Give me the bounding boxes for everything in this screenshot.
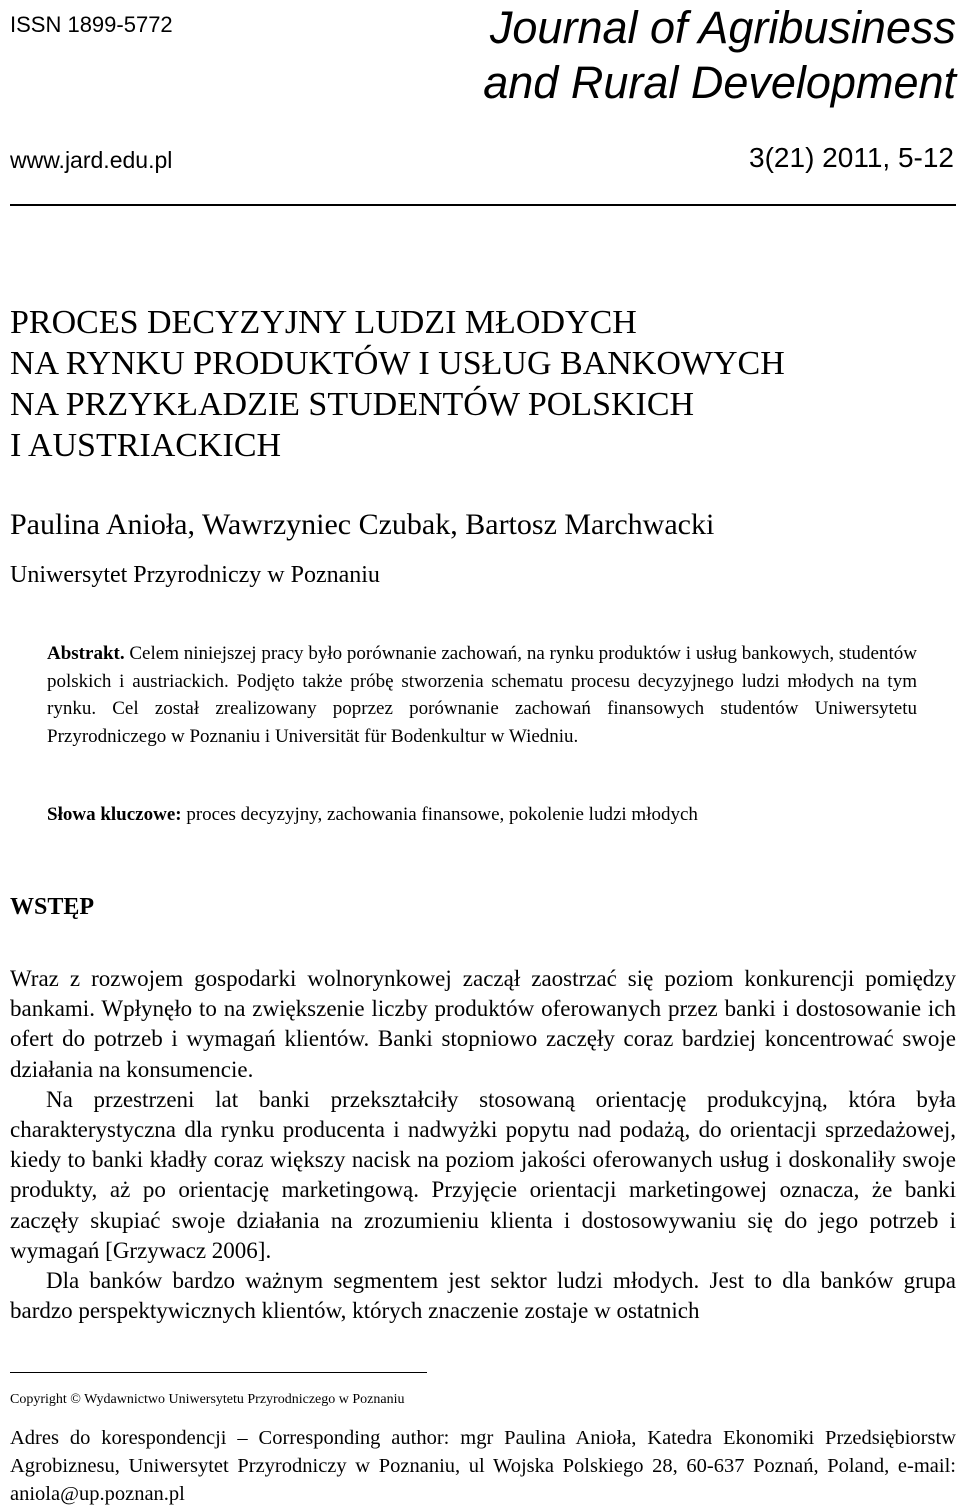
abstract xyxy=(47,640,917,750)
issue-pages: 3(21) 2011, 5-12 xyxy=(749,142,954,173)
keywords-label: Słowa kluczowe: xyxy=(47,804,182,825)
title-line-2: NA RYNKU PRODUKTÓW I USŁUG BANKOWYCH xyxy=(10,345,785,382)
article-title xyxy=(10,302,785,466)
paragraph: Wraz z rozwojem gospodarki wolnorynkowej zaczął zaostrzać się poziom konkurencji pomiędzy bankami. Wpłynęło to na zwiększenie liczby produktów oferowanych przez banki i dostosowanie ich ofert do potrzeb i wymagań klientów. Banki stopniowo zaczęły coraz bardziej koncentrować swoje działania na konsumencie. xyxy=(10,966,956,1082)
paragraph: Na przestrzeni lat banki przekształciły stosowaną orientację produkcyjną, która była charakterystyczna dla rynku producenta i nadwyżki popytu nad podażą, do orientacji sprzedażowej, kiedy to banki kładły coraz większy nacisk na poziom jakości oferowanych usług i doskonaliły swoje produkty, aż po orientację marketingową. Przyjęcie orientacji marketingowej oznacza, że banki zaczęły skupiać swoje działania na zrozumieniu klienta i dostosowywaniu się do jego potrzeb i wymagań [Grzywacz 2006]. xyxy=(10,1086,956,1263)
title-line-1: PROCES DECYZYJNY LUDZI MŁODYCH xyxy=(10,304,637,341)
footnote-divider xyxy=(10,1372,427,1373)
abstract-text: Celem niniejszej pracy było porównanie zachowań, na rynku produktów i usług bankowych, studentów polskich i austriackich. Podjęto także próbę stworzenia schematu procesu decyzyjnego ludzi młodych na tym rynku. Cel został zrealizowany poprzez porównanie zachowań finansowych studentów Uniwersytetu Przyrodniczego w Poznaniu i Universität für Bodenkultur w Wiedniu. xyxy=(47,643,917,747)
journal-title-line-2: and Rural Development xyxy=(483,57,956,108)
header-divider xyxy=(10,204,956,206)
keywords xyxy=(47,801,917,829)
section-heading: WSTĘP xyxy=(10,894,95,920)
correspondence-text: Adres do korespondencji – Corresponding author: mgr Paulina Anioła, Katedra Ekonomiki Przedsiębiorstw Agrobiznesu, Uniwersytet Przyrodniczy w Poznaniu, ul Wojska Polskiego 28, 60-637 Poznań, Poland, e-mail: aniola@up.poznan.pl xyxy=(10,1427,956,1505)
body-text xyxy=(10,964,956,1326)
abstract-label: Abstrakt. xyxy=(47,643,125,664)
title-line-4: I AUSTRIACKICH xyxy=(10,427,282,464)
author-affiliation: Uniwersytet Przyrodniczy w Poznaniu xyxy=(10,562,380,588)
title-line-3: NA PRZYKŁADZIE STUDENTÓW POLSKICH xyxy=(10,386,695,423)
journal-title-line-1: Journal of Agribusiness xyxy=(489,2,956,53)
journal-website: www.jard.edu.pl xyxy=(10,147,173,173)
copyright-notice: Copyright © Wydawnictwo Uniwersytetu Przyrodniczego w Poznaniu xyxy=(10,1392,405,1407)
keywords-text: proces decyzyjny, zachowania finansowe, pokolenie ludzi młodych xyxy=(186,804,698,825)
correspondence-address xyxy=(10,1424,956,1508)
journal-title xyxy=(483,0,956,110)
paragraph: Dla banków bardzo ważnym segmentem jest sektor ludzi młodych. Jest to dla banków grupa bardzo perspektywicznych klientów, których znaczenie zostaje w ostatnich xyxy=(10,1268,956,1324)
issn-number: ISSN 1899-5772 xyxy=(10,12,173,37)
article-authors: Paulina Anioła, Wawrzyniec Czubak, Bartosz Marchwacki xyxy=(10,508,715,541)
